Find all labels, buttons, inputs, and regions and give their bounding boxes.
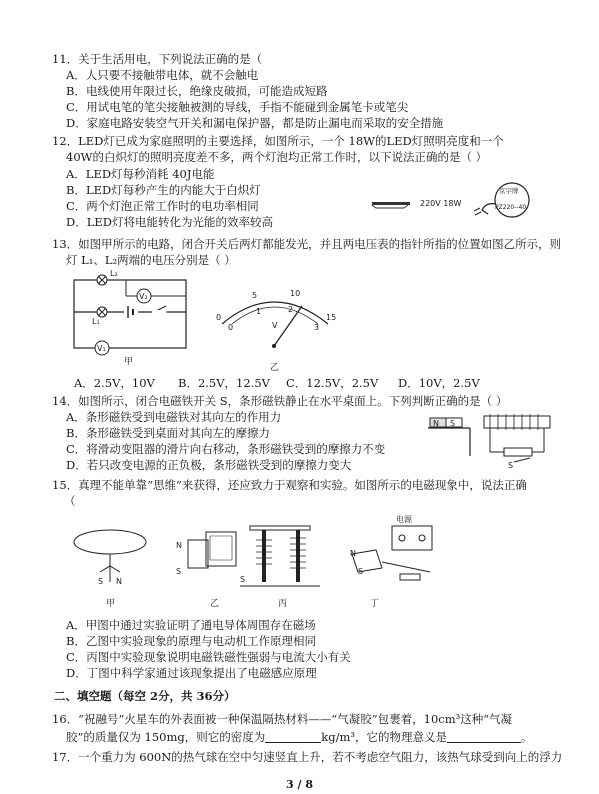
svg-text:N: N [433,419,439,428]
q16-line2 [66,730,532,744]
q11-option-d: D．家庭电路安装空气开关和漏电保护器，都是防止漏电而采取的安全措施 [66,116,444,130]
svg-text:3: 3 [314,323,320,332]
q12-option-a: A．LED灯每秒消耗 40J电能 [66,167,215,181]
q14-option-c: C．将滑动变阻器的滑片向右移动，条形磁铁受到的摩擦力不变 [66,442,386,456]
q16-unit: kg/m³ [321,730,355,744]
q12-stem-line2: 40W的白炽灯的照明亮度差不多，两个灯泡均正常工作时，以下说法正确的是（ ） [66,150,488,164]
svg-text:15: 15 [326,313,337,322]
q13-voltmeter-dial [212,284,342,374]
svg-text:N: N [176,541,182,550]
q13-option-a: A．2.5V，10V [74,376,155,390]
q14-option-a: A．条形磁铁受到电磁铁对其向左的作用力 [66,410,282,424]
svg-text:S: S [240,575,246,584]
svg-text:2: 2 [288,305,294,314]
q15-fig-ding: 丁 [370,599,380,609]
svg-text:V₂: V₂ [139,292,148,301]
q13-option-d: D．10V，2.5V [398,376,480,390]
q13-option-b: B．2.5V，12.5V [178,376,270,390]
svg-text:S: S [450,419,456,428]
svg-text:L₂: L₂ [110,269,118,278]
q16-text-density: 胶”的质量仅为 150mg，则它的密度为 [66,730,266,744]
svg-text:220V 18W: 220V 18W [420,199,462,208]
section-title-fill-in: 二、填空题（每空 2分，共 36分） [54,689,236,703]
svg-text:京字牌: 京字牌 [499,187,519,195]
q13-fig-jia-caption: 甲 [124,357,134,367]
svg-text:电源: 电源 [396,515,412,524]
q11-option-c: C．用试电笔的笔尖接触被测的导线，手指不能碰到金属笔卡或笔尖 [66,100,409,114]
svg-text:5: 5 [252,291,258,300]
q14-electromagnet-figure [428,412,558,474]
q16-text-meaning: ，它的物理意义是 [354,730,447,744]
svg-text:10: 10 [290,289,301,298]
q16-end: 。 [520,730,533,744]
svg-text:S: S [508,461,514,470]
q17-line1: 17．一个重力为 600N的热气球在空中匀速竖直上升，若不考虑空气阻力，该热气球受到向上的浮力 [52,750,563,764]
svg-text:0: 0 [216,313,222,322]
page-number: 3 / 8 [286,778,313,791]
q16-blank-meaning[interactable] [447,731,521,743]
q15-option-a: A．甲图中通过实验证明了通电导体周围存在磁场 [66,618,316,632]
q13-fig-yi-caption: 乙 [270,363,280,373]
svg-text:S: S [358,567,364,576]
svg-text:1: 1 [256,307,262,316]
svg-text:PZ220--40: PZ220--40 [495,204,527,211]
q12-option-d: D．LED灯将电能转化为光能的效率较高 [66,215,273,229]
q14-option-d: D．若只改变电源的正负极，条形磁铁受到的摩擦力变大 [66,458,352,472]
q12-option-c: C．两个灯泡正常工作时的电功率相同 [66,199,259,213]
q11-stem: 11．关于生活用电，下列说法正确的是（ [52,52,263,66]
q12-stem-line1: 12．LED灯已成为家庭照明的主要选择，如图所示，一个 18W的LED灯照明亮度和一个 [52,134,504,148]
q15-fig-bing: 丙 [278,599,288,609]
q15-option-b: B．乙图中实验现象的原理与电动机工作原理相同 [66,634,316,648]
q13-stem-line2: 灯 L₁、L₂两端的电压分别是（ ） [66,253,236,267]
svg-text:V₁: V₁ [97,344,106,353]
svg-text:S: S [176,567,182,576]
q15-stem-line1: 15．真理不能单靠“思维”来获得，还应致力于观察和实验。如图所示的电磁现象中，说法正确 [52,478,527,492]
svg-text:N: N [350,549,356,558]
q12-figure-led-and-bulb [370,172,540,232]
q16-blank-density[interactable] [265,731,321,743]
q14-option-b: B．条形磁铁受到桌面对其向左的摩擦力 [66,426,270,440]
q11-option-b: B．电线使用年限过长，绝缘皮破损，可能造成短路 [66,84,328,98]
q15-option-c: C．丙图中实验现象说明电磁铁磁性强弱与电流大小有关 [66,650,351,664]
q13-circuit-diagram [66,270,206,370]
q16-line1: 16．“祝融号”火星车的外表面被一种保温隔热材料——“气凝胶”包裹着，10cm³这种“气凝 [52,712,513,726]
q15-experiments-figure [70,512,450,612]
svg-text:S: S [98,577,104,586]
q15-fig-yi: 乙 [210,599,220,609]
q13-option-c: C．12.5V，2.5V [286,376,379,390]
svg-text:N: N [116,577,122,586]
q15-stem-line2: （ [64,494,76,508]
q11-option-a: A．人只要不接触带电体，就不会触电 [66,68,259,82]
q14-stem: 14．如图所示，闭合电磁铁开关 S，条形磁铁静止在水平桌面上。下列判断正确的是（ ） [52,394,508,408]
svg-text:0: 0 [228,323,234,332]
svg-text:L₁: L₁ [92,317,100,326]
svg-text:V: V [272,321,278,330]
q13-stem-line1: 13．如图甲所示的电路，闭合开关后两灯都能发光，并且两电压表的指针所指的位置如图乙所示，则 [52,237,562,251]
q15-option-d: D．丁图中科学家通过该现象提出了电磁感应原理 [66,666,317,680]
q12-option-b: B．LED灯每秒产生的内能大于白炽灯 [66,183,261,197]
q15-fig-jia: 甲 [106,599,116,609]
